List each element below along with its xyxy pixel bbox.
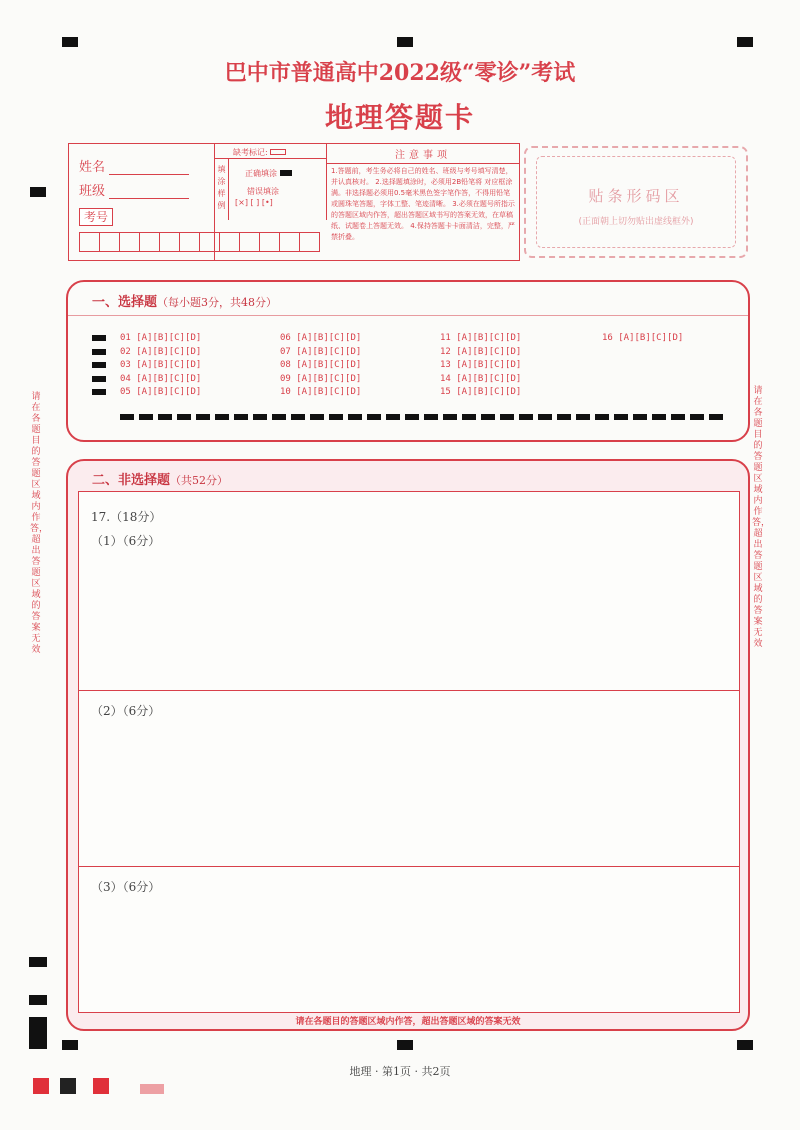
timing-mark	[92, 389, 106, 395]
multiple-choice-section	[66, 280, 750, 442]
choice-question[interactable]: 03 [A][B][C][D]	[120, 360, 202, 370]
choice-question[interactable]: 14 [A][B][C][D]	[440, 374, 522, 384]
part2-label: （2）（6分）	[91, 704, 161, 718]
choice-question[interactable]: 02 [A][B][C][D]	[120, 347, 202, 357]
notes-box	[327, 144, 519, 260]
part1-label: （1）（6分）	[91, 534, 161, 548]
choice-question[interactable]: 16 [A][B][C][D]	[602, 333, 684, 343]
wrong-fill-label: 错误填涂	[247, 187, 279, 196]
side-note-right: 请在各题目的答题区域内作答，超出答题区域的答案无效	[752, 386, 771, 649]
barcode-subtitle: (正面朝上切勿贴出虚线框外)	[578, 217, 694, 227]
free-response-section	[66, 459, 750, 1031]
color-swatch	[93, 1078, 109, 1094]
student-fields	[69, 144, 215, 260]
color-swatch	[33, 1078, 49, 1094]
section2-bottom-note: 请在各题目的答题区域内作答，超出答题区域的答案无效	[295, 1017, 521, 1027]
alignment-mark	[737, 37, 753, 47]
timing-mark	[92, 349, 106, 355]
choice-question[interactable]: 13 [A][B][C][D]	[440, 360, 522, 370]
choice-question[interactable]: 11 [A][B][C][D]	[440, 333, 522, 343]
notes-text: 1.答题前，考生务必将自己的姓名、班级与考号填写清楚，并认真核对。 2.选择题填涂时，必须用2B铅笔将 对应框涂满。非选择题必须用0.5毫米黑色签字笔作答，不得用铅笔或圆珠笔答题，字体工整、笔迹清晰。 3.必须在题号所指示的答题区域内作答，超出答题区域书写的答案无效，在草稿纸、试题卷上答题无效。 4.保持答题卡卡面清洁，完整，严禁折叠。	[331, 167, 515, 241]
exam-title: 巴中市普通高中2022级“零诊”考试	[224, 60, 576, 86]
choice-question[interactable]: 01 [A][B][C][D]	[120, 333, 202, 343]
choice-question[interactable]: 12 [A][B][C][D]	[440, 347, 522, 357]
exam-number-cells[interactable]	[79, 232, 319, 252]
alignment-mark	[62, 37, 78, 47]
section2-title: 二、非选择题（共52分）	[92, 473, 229, 488]
choice-question[interactable]: 05 [A][B][C][D]	[120, 387, 202, 397]
choice-question[interactable]: 06 [A][B][C][D]	[280, 333, 362, 343]
choice-question[interactable]: 08 [A][B][C][D]	[280, 360, 362, 370]
section1-title: 一、选择题（每小题3分，共48分）	[92, 295, 278, 310]
alignment-mark	[397, 1040, 413, 1050]
card-title: 地理答题卡	[324, 101, 475, 134]
wrong-fill-example: [×] [ ] [•]	[235, 198, 273, 207]
alignment-mark	[29, 995, 47, 1005]
choice-question[interactable]: 04 [A][B][C][D]	[120, 374, 202, 384]
choice-question[interactable]: 10 [A][B][C][D]	[280, 387, 362, 397]
timing-track	[120, 414, 728, 420]
name-field[interactable]: 姓名	[79, 156, 189, 175]
fill-example-area	[215, 144, 327, 220]
student-info-box	[68, 143, 520, 261]
timing-mark	[92, 376, 106, 382]
choice-question[interactable]: 09 [A][B][C][D]	[280, 374, 362, 384]
absent-checkbox[interactable]	[270, 149, 286, 155]
timing-mark	[92, 335, 106, 341]
fill-example-label: 填涂样例	[215, 158, 229, 220]
color-swatch	[60, 1078, 76, 1094]
absent-label: 缺考标记:	[233, 148, 268, 157]
alignment-mark	[737, 1040, 753, 1050]
timing-mark	[92, 362, 106, 368]
part-divider	[79, 866, 739, 867]
alignment-mark	[29, 1017, 47, 1049]
page-footer: 地理 · 第1页 · 共2页	[349, 1065, 451, 1078]
choice-question[interactable]: 15 [A][B][C][D]	[440, 387, 522, 397]
side-note-left: 请在各题目的答题区域内作答，超出答题区域的答案无效	[30, 392, 49, 655]
class-field[interactable]: 班级	[79, 180, 189, 199]
alignment-mark	[62, 1040, 78, 1050]
alignment-mark	[397, 37, 413, 47]
exam-number-label: 考号	[79, 208, 113, 226]
question-17-label: 17.（18分）	[91, 510, 162, 524]
barcode-area	[524, 146, 748, 258]
answer-area[interactable]	[78, 491, 740, 1013]
alignment-mark	[30, 187, 46, 197]
barcode-title: 贴条形码区	[588, 187, 684, 205]
filled-box-icon	[280, 170, 292, 176]
notes-title: 注意事项	[327, 144, 519, 164]
correct-fill-label: 正确填涂	[245, 169, 277, 178]
part-divider	[79, 690, 739, 691]
alignment-mark	[29, 957, 47, 967]
choice-question[interactable]: 07 [A][B][C][D]	[280, 347, 362, 357]
part3-label: （3）（6分）	[91, 880, 161, 894]
color-swatch	[140, 1084, 164, 1094]
